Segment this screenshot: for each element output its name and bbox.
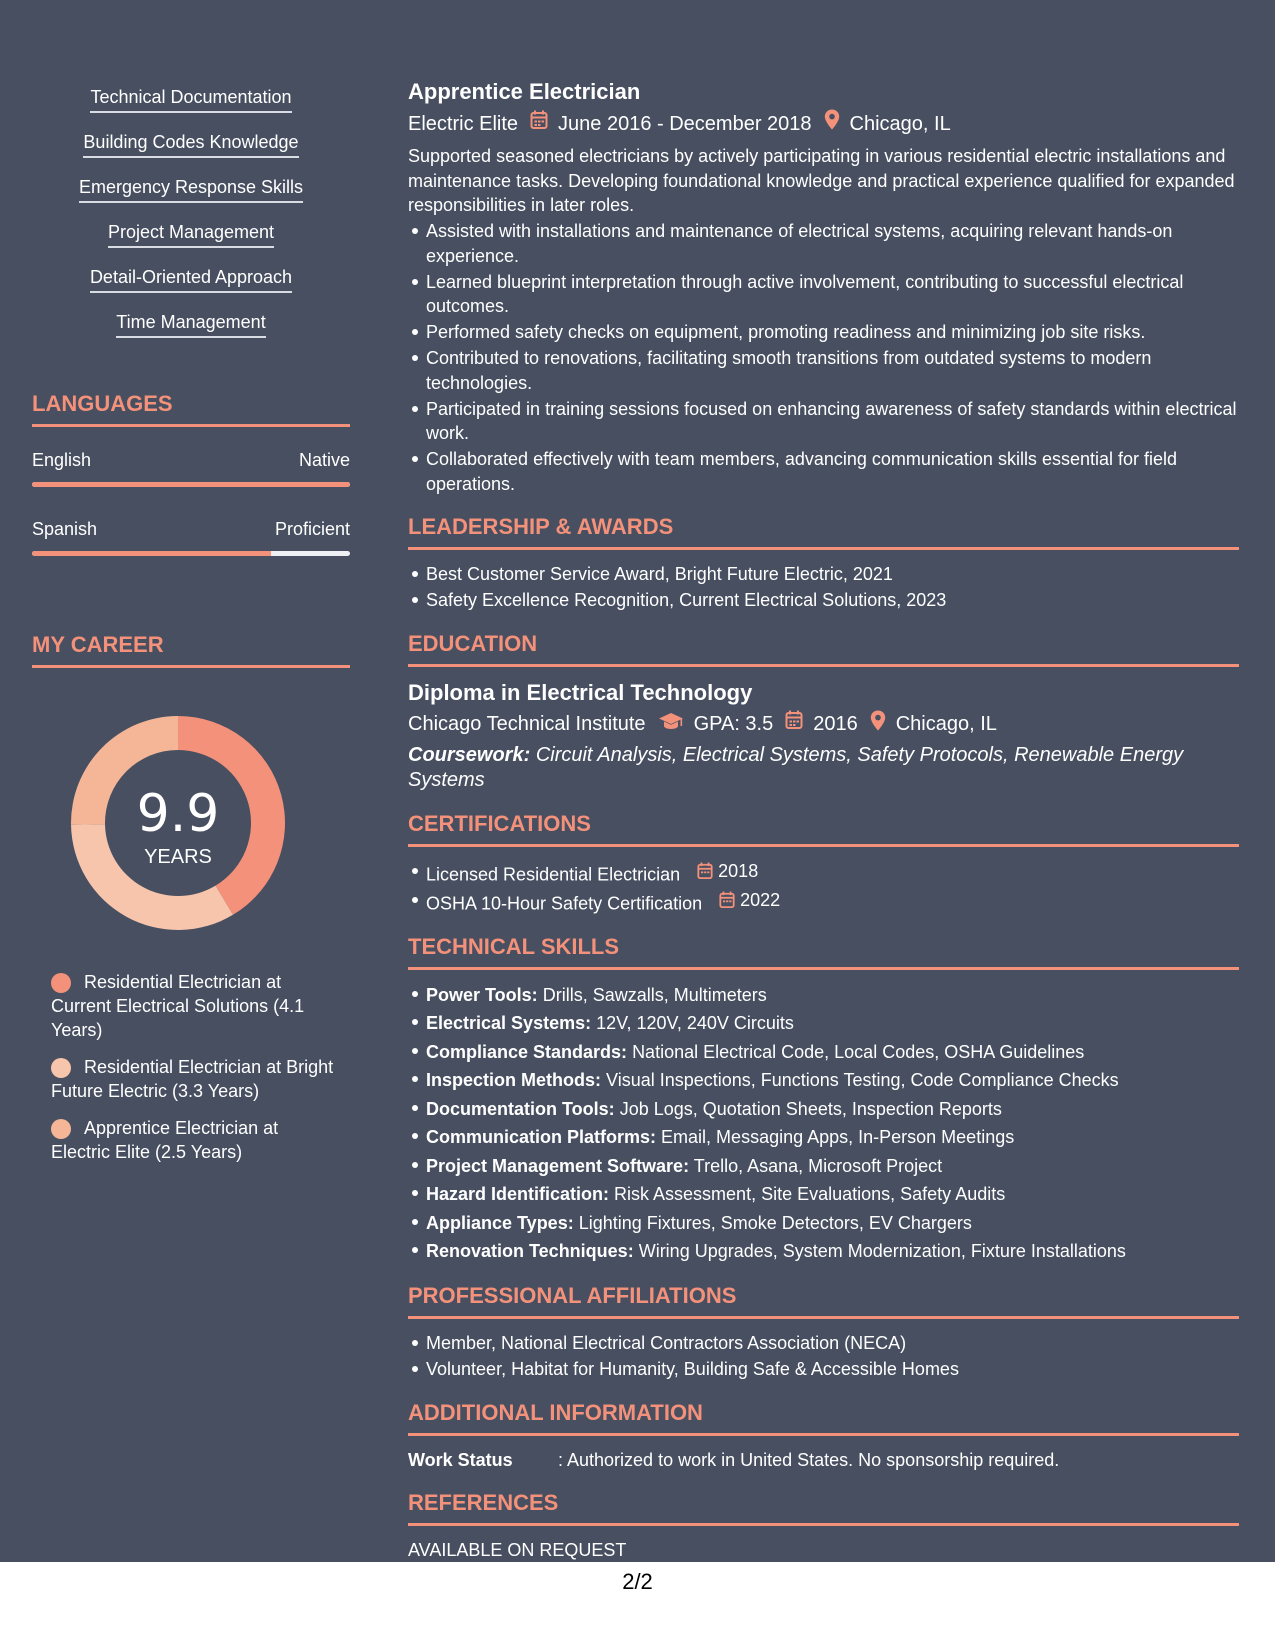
skill-label: Project Management Software: [426,1155,690,1176]
job-location: Chicago, IL [849,112,951,135]
career-total: 9.9 [136,784,220,844]
legend-dot [51,1058,71,1078]
career-heading: MY CAREER [32,632,350,668]
calendar-icon [530,110,548,138]
certification-date [719,888,780,913]
skill-tag: Technical Documentation [90,86,291,113]
education-gpa: GPA: 3.5 [693,713,774,735]
list-item [426,1010,1239,1037]
coursework-label: Coursework: [408,743,531,766]
education-degree: Diploma in Electrical Technology [408,679,753,705]
legend-label: Apprentice Electrician at Electric Elite (2.5 Years) [51,1118,279,1162]
language-bar [32,482,350,487]
technical-skills-list [408,982,1239,1266]
language-name: English [32,450,92,470]
calendar-icon [785,710,803,738]
skill-label: Appliance Types: [426,1212,574,1233]
language-name: Spanish [32,519,98,539]
list-item: Participated in training sessions focused on enhancing awareness of safety standards within electrical work. [426,397,1239,446]
legend-dot [51,1119,71,1139]
list-item [426,888,1239,916]
list-item [426,1210,1239,1237]
list-item [426,1124,1239,1151]
skill-value: 12V, 120V, 240V Circuits [596,1013,794,1033]
language-level: Proficient [274,519,350,539]
skill-label: Compliance Standards: [426,1041,628,1062]
work-status-value: : Authorized to work in United States. No sponsorship required. [558,1449,1060,1470]
skill-tag: Time Management [116,311,265,338]
education-meta [408,710,1239,739]
legend-label: Residential Electrician at Current Electrical Solutions (4.1 Years) [51,972,305,1040]
list-item: Member, National Electrical Contractors Association (NECA) [426,1331,1239,1356]
skill-value: Email, Messaging Apps, In-Person Meetings [661,1127,1015,1147]
list-item: Best Customer Service Award, Bright Future Electric, 2021 [426,562,1239,587]
calendar-icon [697,862,713,880]
list-item [426,1096,1239,1123]
skill-tag: Emergency Response Skills [79,176,303,203]
certification-name: OSHA 10-Hour Safety Certification [426,893,703,913]
skill-label: Renovation Techniques: [426,1241,634,1261]
references-heading: REFERENCES [408,1490,1239,1526]
references-text: AVAILABLE ON REQUEST [408,1539,627,1560]
skill-value: Drills, Sawzalls, Multimeters [542,984,767,1005]
job-company: Electric Elite [408,112,519,135]
list-item: Assisted with installations and maintenance of electrical systems, acquiring relevant hands-on experience. [426,219,1239,268]
location-pin-icon [824,109,840,138]
languages-heading: LANGUAGES [32,391,350,427]
skill-value: Wiring Upgrades, System Modernization, Fixture Installations [638,1241,1126,1261]
certification-name: Licensed Residential Electrician [426,863,681,884]
work-status-row [408,1448,1239,1472]
legend-item [51,1055,341,1103]
coursework-text: Circuit Analysis, Electrical Systems, Safety Protocols, Renewable Energy Systems [408,743,1184,791]
affiliations-heading: PROFESSIONAL AFFILIATIONS [408,1283,1239,1319]
certification-year: 2022 [740,889,781,910]
affiliations-list [408,1331,1239,1382]
job-title: Apprentice Electrician [408,79,641,104]
location-pin-icon [870,710,886,739]
skill-label: Electrical Systems: [426,1013,592,1033]
language-bar-fill [32,482,350,487]
job-summary: Supported seasoned electricians by actively participating in various residential electric installations and maintenance tasks. Developing foundational knowledge and practical experience qualified for expanded responsibilities in later roles. [408,146,1235,215]
certification-date [697,859,758,884]
awards-heading: LEADERSHIP & AWARDS [408,514,1239,550]
skill-value: Trello, Asana, Microsoft Project [693,1155,943,1176]
legend-item [51,970,341,1042]
technical-skills-heading: TECHNICAL SKILLS [408,934,1239,970]
skill-value: Job Logs, Quotation Sheets, Inspection Reports [619,1098,1002,1119]
language-level: Native [298,450,350,470]
legend-item [51,1116,341,1164]
skill-label: Documentation Tools: [426,1098,615,1119]
list-item [426,1153,1239,1180]
skills-list [32,86,350,356]
list-item [426,1181,1239,1208]
skill-label: Communication Platforms: [426,1127,657,1147]
skill-tag: Project Management [108,221,274,248]
list-item [426,859,1239,887]
skill-value: Lighting Fixtures, Smoke Detectors, EV Chargers [578,1212,972,1233]
legend-label: Residential Electrician at Bright Future Electric (3.3 Years) [51,1057,334,1101]
awards-list [408,562,1239,613]
skill-label: Hazard Identification: [426,1184,610,1204]
skill-label: Inspection Methods: [426,1070,601,1090]
skill-tag: Detail-Oriented Approach [90,266,292,293]
list-item [426,1039,1239,1066]
list-item: Learned blueprint interpretation through active involvement, contributing to successful electrical outcomes. [426,270,1239,319]
certifications-list [408,859,1239,916]
skill-value: Visual Inspections, Functions Testing, Code Compliance Checks [606,1070,1119,1090]
career-legend [51,970,341,1177]
list-item: Safety Excellence Recognition, Current Electrical Solutions, 2023 [426,588,1239,613]
job-bullets [408,219,1239,496]
skill-value: National Electrical Code, Local Codes, OSHA Guidelines [632,1041,1085,1062]
list-item: Collaborated effectively with team members, advancing communication skills essential for field operations. [426,447,1239,496]
education-school: Chicago Technical Institute [408,713,646,735]
job-dates: June 2016 - December 2018 [558,112,812,135]
graduation-cap-icon [658,710,684,738]
skill-value: Risk Assessment, Site Evaluations, Safety Audits [614,1184,1006,1204]
education-coursework [408,743,1239,793]
list-item [426,982,1239,1009]
language-bar [32,551,350,556]
job-meta [408,109,1239,138]
skill-tag: Building Codes Knowledge [83,131,298,158]
certifications-heading: CERTIFICATIONS [408,811,1239,847]
career-donut-chart [66,711,290,935]
language-bar-fill [32,551,271,556]
list-item [426,1067,1239,1094]
list-item [426,1238,1239,1265]
skill-label: Power Tools: [426,984,538,1005]
legend-dot [51,973,71,993]
education-year: 2016 [813,713,858,735]
certification-year: 2018 [718,860,759,881]
education-heading: EDUCATION [408,631,1239,667]
list-item: Volunteer, Habitat for Humanity, Building Safe & Accessible Homes [426,1357,1239,1382]
calendar-icon [719,891,735,909]
education-location: Chicago, IL [895,713,997,735]
career-total-unit: YEARS [144,846,212,868]
list-item: Contributed to renovations, facilitating smooth transitions from outdated systems to modern technologies. [426,346,1239,395]
right-column [408,78,1239,1562]
additional-heading: ADDITIONAL INFORMATION [408,1400,1239,1436]
work-status-label: Work Status [408,1449,513,1470]
list-item: Performed safety checks on equipment, promoting readiness and minimizing job site risks. [426,320,1239,345]
page-number: 2/2 [622,1569,653,1594]
